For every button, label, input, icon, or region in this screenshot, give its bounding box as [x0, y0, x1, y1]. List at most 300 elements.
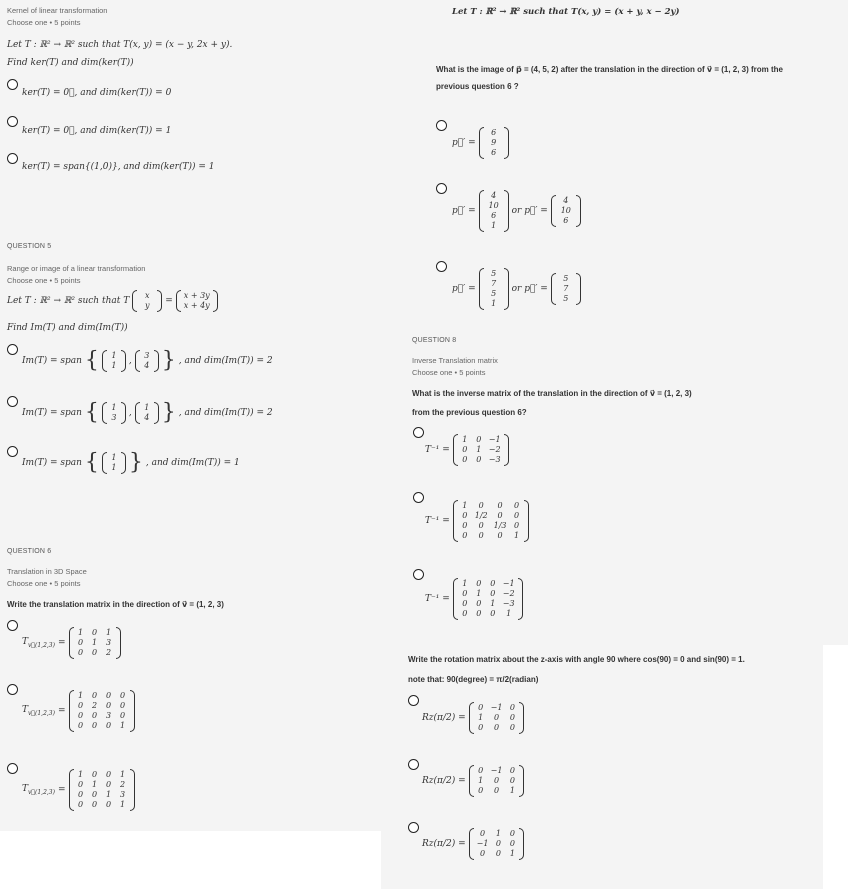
comma: ,	[128, 408, 132, 418]
matrix-cell: 0	[478, 766, 484, 775]
matrix-cell: 0	[495, 839, 501, 848]
matrix-cell: 0	[509, 723, 515, 732]
matrix-right-bracket	[213, 290, 218, 312]
matrix-column	[137, 290, 157, 312]
matrix-column	[102, 690, 116, 732]
matrix-right-bracket	[121, 402, 126, 424]
p-prime-lhs: p⃗′ =	[452, 138, 476, 148]
matrix-cell: 0	[513, 521, 520, 530]
matrix-right-bracket	[116, 627, 121, 659]
matrix-cell: −1	[490, 766, 503, 775]
matrix-column	[488, 702, 506, 734]
matrix-column	[88, 690, 102, 732]
matrix-cell: 0	[462, 531, 468, 540]
matrix-cell: 2	[91, 701, 98, 710]
inverse-lhs: T⁻¹ =	[425, 516, 450, 526]
q9-option-1	[422, 702, 524, 734]
matrix-cell: 3	[119, 790, 126, 799]
q5-meta: Choose one • 5 points	[7, 276, 81, 285]
matrix-cell: 0	[479, 849, 486, 858]
p-prime-vector	[479, 190, 509, 232]
matrix-cell: 0	[91, 648, 98, 657]
q5-title: Range or image of a linear transformation	[7, 264, 146, 273]
span-vector	[102, 402, 126, 424]
matrix-cell: 4	[563, 196, 569, 205]
or-text: or p⃗′ =	[511, 206, 548, 216]
q9-option-3-radio[interactable]	[408, 822, 419, 833]
q8-option-3	[425, 578, 523, 620]
matrix-cell: −2	[502, 589, 515, 598]
span-vector	[102, 452, 126, 474]
q8-ask-line1: What is the inverse matrix of the translation in the direction of v⃗ = (1, 2, 3)	[412, 389, 692, 398]
matrix-cell: 4	[144, 361, 150, 370]
span-vector	[102, 350, 126, 372]
rotation-lhs: Rz(π/2) =	[422, 839, 466, 849]
matrix-cell: 0	[509, 703, 515, 712]
translation-lhs-sub: v⃗(1,2,3)	[28, 709, 55, 717]
matrix-cell: 0	[478, 521, 484, 530]
q9-option-2-radio[interactable]	[408, 759, 419, 770]
matrix-column	[116, 690, 130, 732]
q4-ask: Find ker(T) and dim(ker(T))	[7, 58, 134, 68]
matrix-column	[474, 765, 488, 797]
matrix-cell: 0	[478, 786, 484, 795]
matrix-cell: 0	[509, 839, 515, 848]
q9-option-3	[422, 828, 524, 860]
matrix-cell: 1	[111, 361, 117, 370]
equals-sign: =	[57, 706, 66, 716]
rotation-lhs: Rz(π/2) =	[422, 713, 466, 723]
matrix-cell: 0	[495, 849, 501, 858]
matrix-right-bracket	[121, 452, 126, 474]
q6-option-1-radio[interactable]	[7, 620, 18, 631]
matrix-cell: 0	[119, 701, 126, 710]
q7-option-1	[452, 127, 509, 159]
matrix-cell: 0	[509, 766, 515, 775]
rotation-lhs: Rz(π/2) =	[422, 776, 466, 786]
matrix-column	[474, 702, 488, 734]
matrix-right-bracket	[576, 195, 581, 227]
matrix-right-bracket	[130, 690, 135, 732]
matrix-cell: 1	[105, 790, 112, 799]
matrix-cell: 0	[462, 521, 468, 530]
matrix-cell: 1/2	[474, 511, 488, 520]
matrix-column	[88, 627, 102, 659]
q6-option-3	[22, 769, 135, 811]
matrix-cell: 0	[462, 455, 468, 464]
matrix-cell: 0	[462, 609, 468, 618]
matrix-cell: 1	[513, 531, 520, 540]
matrix-cell: 1	[478, 776, 484, 785]
matrix-column	[107, 402, 121, 424]
matrix-right-bracket	[576, 273, 581, 305]
matrix-cell: 3	[105, 638, 112, 647]
matrix-column	[472, 434, 486, 466]
matrix-column	[458, 500, 472, 542]
matrix-column	[484, 127, 504, 159]
matrix-cell: 0	[462, 589, 468, 598]
matrix-column	[486, 578, 500, 620]
matrix-cell: 0	[490, 579, 496, 588]
q5-option-3	[22, 452, 240, 474]
matrix-cell: −2	[488, 445, 501, 454]
option-suffix: , and dim(Im(T)) = 2	[178, 356, 273, 366]
q4-option-1-radio[interactable]	[7, 79, 18, 90]
matrix-cell: x	[144, 291, 150, 300]
matrix-cell: 0	[77, 780, 84, 789]
q4-meta: Choose one • 5 points	[7, 18, 81, 27]
matrix-cell: 1	[490, 599, 496, 608]
matrix-cell: 1	[509, 786, 515, 795]
matrix-cell: 1	[119, 721, 126, 730]
q8-option-3-radio[interactable]	[413, 569, 424, 580]
q4-option-3: ker(T) = span{(1,0)}, and dim(ker(T)) = 1	[22, 162, 215, 172]
matrix-cell: −1	[476, 839, 489, 848]
matrix-cell: 0	[105, 770, 112, 779]
matrix-cell: 0	[493, 786, 500, 795]
matrix-cell: 0	[91, 790, 98, 799]
right-brace: }	[161, 400, 176, 425]
matrix-cell: 1	[77, 770, 84, 779]
q5-option-2	[22, 402, 273, 424]
q5-option-2-radio[interactable]	[7, 396, 18, 407]
matrix-column	[505, 765, 519, 797]
matrix-cell: 10	[488, 201, 499, 210]
option-suffix: , and dim(Im(T)) = 2	[178, 408, 273, 418]
matrix-cell: 0	[493, 723, 500, 732]
p-prime-vector	[479, 268, 509, 310]
matrix-cell: −3	[502, 599, 515, 608]
translation-lhs: $T_{v⃗(1,2,3)}$	[22, 637, 55, 649]
span-prefix: Im(T) = span	[22, 356, 82, 366]
matrix-cell: 1	[509, 849, 515, 858]
q5-stem-eq: =	[165, 296, 173, 306]
matrix-cell: 1	[476, 445, 482, 454]
matrix-cell: 0	[497, 511, 503, 520]
matrix-column	[74, 627, 88, 659]
matrix-cell: 0	[513, 501, 520, 510]
matrix-cell: 5	[563, 274, 569, 283]
matrix-cell: 5	[491, 289, 497, 298]
matrix-cell: 2	[105, 648, 112, 657]
matrix-column	[458, 434, 472, 466]
matrix-cell: 0	[91, 721, 98, 730]
equals-sign: =	[57, 785, 66, 795]
left-brace: {	[84, 450, 99, 475]
matrix-cell: 0	[91, 691, 98, 700]
matrix-column	[140, 402, 154, 424]
matrix-cell: 0	[513, 511, 520, 520]
q8-ask-line2: from the previous question 6?	[412, 408, 527, 417]
matrix-cell: 3	[105, 711, 112, 720]
matrix-cell: 0	[77, 648, 84, 657]
matrix-column	[107, 452, 121, 474]
q5-stem-prefix: Let T : ℝ² → ℝ² such that T	[7, 296, 130, 306]
matrix-column	[484, 268, 504, 310]
matrix-cell: x + 4y	[183, 301, 210, 310]
q4-option-3-radio[interactable]	[7, 153, 18, 164]
q6-option-2-radio[interactable]	[7, 684, 18, 695]
matrix-cell: 1	[462, 579, 468, 588]
matrix-right-bracket	[524, 500, 529, 542]
inverse-matrix	[453, 578, 523, 620]
matrix-cell: 0	[105, 800, 112, 809]
q8-option-1	[425, 434, 509, 466]
matrix-cell: 0	[478, 531, 484, 540]
right-brace: }	[128, 450, 143, 475]
q7-option-2-radio[interactable]	[436, 183, 447, 194]
matrix-column	[556, 273, 576, 305]
matrix-cell: 0	[91, 800, 98, 809]
matrix-right-bracket	[519, 828, 524, 860]
matrix-cell: 0	[478, 703, 484, 712]
matrix-column	[74, 690, 88, 732]
q6-option-2	[22, 690, 135, 732]
matrix-cell: 7	[491, 279, 497, 288]
matrix-cell: 4	[491, 191, 497, 200]
q4-option-2-radio[interactable]	[7, 116, 18, 127]
matrix-cell: 1	[491, 299, 497, 308]
matrix-cell: 2	[119, 780, 126, 789]
matrix-cell: 1	[491, 221, 497, 230]
matrix-cell: 6	[491, 148, 497, 157]
q7-ask-line2: previous question 6 ?	[436, 82, 519, 91]
q4-title: Kernel of linear transformation	[7, 6, 108, 15]
q5-option-1	[22, 350, 273, 372]
or-text: or p⃗′ =	[511, 284, 548, 294]
matrix-cell: 0	[77, 701, 84, 710]
matrix-cell: 0	[509, 829, 515, 838]
p-prime-vector	[479, 127, 509, 159]
q8-option-1-radio[interactable]	[413, 427, 424, 438]
p-prime-vector-alt	[551, 195, 581, 227]
matrix-cell: 3	[144, 351, 150, 360]
translation-matrix	[69, 690, 135, 732]
matrix-cell: 0	[478, 501, 484, 510]
matrix-column	[472, 500, 491, 542]
inverse-matrix	[453, 500, 529, 542]
matrix-cell: 1	[105, 628, 112, 637]
matrix-cell: 1	[506, 609, 512, 618]
matrix-cell: 1	[119, 800, 126, 809]
translation-lhs-sub: v⃗(1,2,3)	[28, 641, 55, 649]
matrix-right-bracket	[504, 127, 509, 159]
matrix-column	[116, 769, 130, 811]
matrix-right-bracket	[518, 578, 523, 620]
q6-tag: QUESTION 6	[7, 548, 52, 555]
q9-option-2	[422, 765, 524, 797]
q7-ask-line1: What is the image of p⃗ = (4, 5, 2) after the translation in the direction of v⃗ = (1, 2, 3) from the	[436, 65, 783, 74]
matrix-cell: 0	[476, 599, 482, 608]
q9-ask-line1: Write the rotation matrix about the z-axis with angle 90 where cos(90) = 0 and sin(90) = 1.	[408, 655, 745, 664]
inverse-lhs: T⁻¹ =	[425, 594, 450, 604]
matrix-column	[505, 702, 519, 734]
matrix-cell: 1	[476, 589, 482, 598]
matrix-cell: 1/3	[493, 521, 507, 530]
matrix-cell: 7	[563, 284, 569, 293]
matrix-cell: 0	[91, 770, 98, 779]
matrix-cell: 0	[462, 445, 468, 454]
q7-option-1-radio[interactable]	[436, 120, 447, 131]
q4-option-1: ker(T) = 0⃗, and dim(ker(T)) = 0	[22, 88, 172, 98]
matrix-cell: 3	[111, 413, 117, 422]
matrix-right-bracket	[130, 769, 135, 811]
span-vector	[135, 350, 159, 372]
q9-ask-line2: note that: 90(degree) = π/2(radian)	[408, 675, 539, 684]
matrix-cell: 1	[111, 463, 117, 472]
option-suffix: , and dim(Im(T)) = 1	[145, 458, 240, 468]
inverse-lhs: T⁻¹ =	[425, 445, 450, 455]
q4-stem: Let T : ℝ² → ℝ² such that T(x, y) = (x − y, 2x + y).	[7, 40, 233, 50]
translation-matrix	[69, 769, 135, 811]
matrix-column	[181, 290, 213, 312]
q4-option-2: ker(T) = 0⃗, and dim(ker(T)) = 1	[22, 126, 172, 136]
matrix-cell: 0	[479, 829, 486, 838]
matrix-column	[505, 828, 519, 860]
matrix-cell: 10	[560, 206, 571, 215]
matrix-right-bracket	[504, 434, 509, 466]
matrix-column	[102, 627, 116, 659]
matrix-cell: 1	[77, 691, 84, 700]
matrix-cell: 0	[91, 711, 98, 720]
matrix-cell: 0	[476, 435, 482, 444]
q7-option-2	[452, 190, 581, 232]
q5-stem-output-vector	[176, 290, 218, 312]
matrix-cell: 6	[563, 216, 569, 225]
matrix-cell: −3	[488, 455, 501, 464]
q9-option-1-radio[interactable]	[408, 695, 419, 706]
left-brace: {	[84, 400, 99, 425]
translation-lhs: $T_{v⃗(1,2,3)}$	[22, 784, 55, 796]
q6-title: Translation in 3D Space	[7, 567, 87, 576]
q5-stem-input-vector	[132, 290, 162, 312]
matrix-column	[556, 195, 576, 227]
q7-option-3-radio[interactable]	[436, 261, 447, 272]
matrix-column	[107, 350, 121, 372]
matrix-cell: 0	[462, 599, 468, 608]
matrix-cell: 1	[111, 453, 117, 462]
matrix-column	[491, 500, 510, 542]
matrix-cell: 0	[490, 589, 496, 598]
q5-option-1-radio[interactable]	[7, 344, 18, 355]
rotation-matrix	[469, 702, 525, 734]
matrix-cell: 0	[509, 713, 515, 722]
matrix-cell: 0	[105, 701, 112, 710]
p-prime-vector-alt	[551, 273, 581, 305]
q5-ask: Find Im(T) and dim(Im(T))	[7, 323, 128, 333]
translation-matrix	[69, 627, 121, 659]
matrix-cell: 0	[105, 721, 112, 730]
q8-option-2-radio[interactable]	[413, 492, 424, 503]
left-brace: {	[84, 348, 99, 373]
q6-option-3-radio[interactable]	[7, 763, 18, 774]
comma: ,	[128, 356, 132, 366]
matrix-cell: −1	[502, 579, 515, 588]
matrix-cell: 5	[563, 294, 569, 303]
matrix-cell: 0	[91, 628, 98, 637]
matrix-cell: 0	[478, 723, 484, 732]
matrix-column	[140, 350, 154, 372]
matrix-cell: 0	[462, 511, 468, 520]
matrix-cell: 0	[490, 609, 496, 618]
matrix-right-bracket	[504, 268, 509, 310]
matrix-cell: 0	[119, 691, 126, 700]
matrix-right-bracket	[519, 702, 524, 734]
matrix-cell: 0	[509, 776, 515, 785]
rotation-matrix	[469, 828, 525, 860]
q5-option-3-radio[interactable]	[7, 446, 18, 457]
q8-title: Inverse Translation matrix	[412, 356, 498, 365]
matrix-cell: 1	[91, 638, 98, 647]
matrix-right-bracket	[154, 350, 159, 372]
q5-stem	[7, 290, 218, 312]
inverse-matrix	[453, 434, 509, 466]
matrix-column	[488, 765, 506, 797]
matrix-cell: 4	[144, 413, 150, 422]
p-prime-lhs: p⃗′ =	[452, 284, 476, 294]
matrix-right-bracket	[519, 765, 524, 797]
matrix-cell: 6	[491, 128, 497, 137]
translation-lhs-sub: v⃗(1,2,3)	[28, 788, 55, 796]
matrix-cell: 1	[495, 829, 501, 838]
matrix-cell: 0	[105, 691, 112, 700]
matrix-cell: −1	[488, 435, 501, 444]
span-vector	[135, 402, 159, 424]
matrix-cell: 1	[462, 435, 468, 444]
matrix-cell: x + 3y	[183, 291, 210, 300]
matrix-cell: 0	[493, 713, 500, 722]
q8-tag: QUESTION 8	[412, 337, 457, 344]
matrix-cell: 1	[119, 770, 126, 779]
matrix-cell: 1	[478, 713, 484, 722]
matrix-cell: 0	[77, 721, 84, 730]
matrix-cell: 0	[476, 455, 482, 464]
matrix-column	[458, 578, 472, 620]
matrix-cell: 0	[105, 780, 112, 789]
q8-option-2	[425, 500, 529, 542]
matrix-cell: 0	[476, 579, 482, 588]
matrix-cell: 0	[77, 638, 84, 647]
matrix-right-bracket	[504, 190, 509, 232]
matrix-cell: 1	[462, 501, 468, 510]
q6-option-1	[22, 627, 121, 659]
q7-stem: Let T : ℝ² → ℝ² such that T(x, y) = (x + y, x − 2y)	[452, 7, 680, 17]
matrix-cell: 1	[91, 780, 98, 789]
matrix-cell: 9	[491, 138, 497, 147]
rotation-matrix	[469, 765, 525, 797]
matrix-column	[474, 828, 492, 860]
equals-sign: =	[57, 638, 66, 648]
matrix-column	[491, 828, 505, 860]
matrix-cell: 0	[77, 790, 84, 799]
translation-lhs: $T_{v⃗(1,2,3)}$	[22, 705, 55, 717]
p-prime-lhs: p⃗′ =	[452, 206, 476, 216]
q6-meta: Choose one • 5 points	[7, 579, 81, 588]
matrix-cell: 1	[111, 351, 117, 360]
matrix-cell: 0	[493, 776, 500, 785]
matrix-column	[510, 500, 524, 542]
q6-ask: Write the translation matrix in the direction of v⃗ = (1, 2, 3)	[7, 600, 224, 609]
q8-meta: Choose one • 5 points	[412, 368, 486, 377]
matrix-column	[102, 769, 116, 811]
matrix-cell: 0	[497, 501, 503, 510]
matrix-cell: 0	[119, 711, 126, 720]
matrix-cell: 1	[111, 403, 117, 412]
matrix-cell: 0	[77, 711, 84, 720]
matrix-cell: −1	[490, 703, 503, 712]
matrix-cell: 0	[476, 609, 482, 618]
span-prefix: Im(T) = span	[22, 458, 82, 468]
